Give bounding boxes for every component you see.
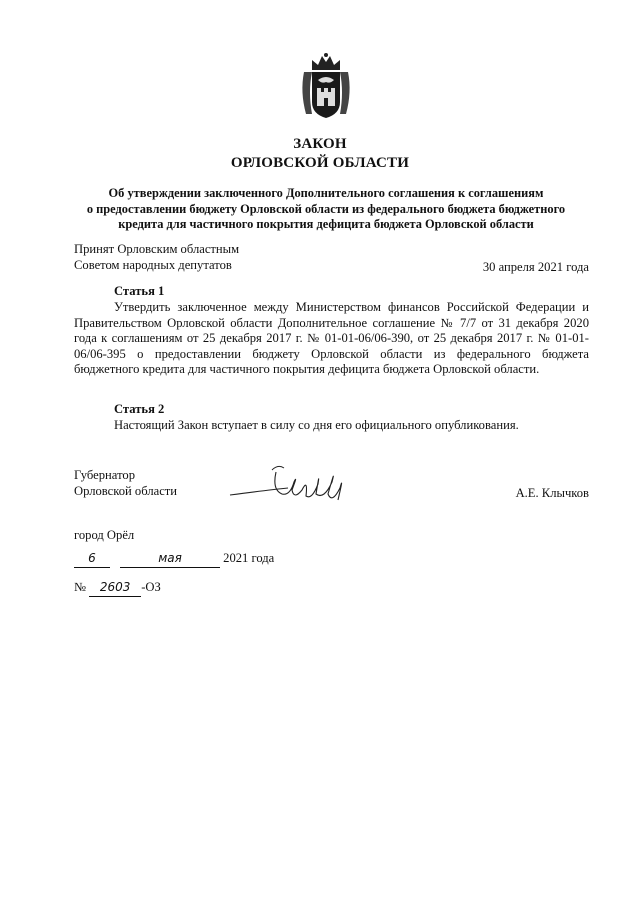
place: город Орёл bbox=[74, 528, 135, 542]
date-year: 2021 года bbox=[223, 551, 275, 565]
article-1-text: Утвердить заключенное между Министерством финансов Российской Федерации и Правительством Орловской области Дополнительное соглашение № 7/7 от 31 декабря 2020 года к соглашениям от 25 декабря 2017 г. № 01-01-06/06-390, от 25 декабря 2017 г. № 01-01-06/06-395 о предоставлении бюджету Орловской области из федерального бюджета бюджетного кредита для частичного покрытия дефицита бюджета Орловской области. bbox=[74, 300, 589, 376]
law-number bbox=[74, 580, 161, 597]
article-2-heading: Статья 2 bbox=[114, 402, 165, 416]
handwritten-signature bbox=[228, 460, 353, 510]
number-suffix: -ОЗ bbox=[141, 580, 161, 594]
subject-line-3: кредита для частичного покрытия дефицита бюджета Орловской области bbox=[118, 217, 534, 231]
signing-date bbox=[74, 551, 274, 568]
subject-line-2: о предоставлении бюджету Орловской области из федерального бюджета бюджетного bbox=[86, 201, 566, 216]
subject-line-1: Об утверждении заключенного Дополнительного соглашения к соглашениям bbox=[108, 186, 544, 200]
date-day: 6 bbox=[88, 551, 96, 565]
coat-of-arms-icon bbox=[298, 52, 354, 120]
signature-icon bbox=[228, 460, 353, 510]
adoption-line-2: Советом народных депутатов bbox=[74, 258, 232, 272]
number-field bbox=[89, 580, 141, 597]
adoption-line-1: Принят Орловским областным bbox=[74, 242, 240, 256]
coat-of-arms bbox=[298, 52, 354, 120]
article-1-heading: Статья 1 bbox=[114, 284, 165, 298]
date-month: мая bbox=[158, 551, 182, 565]
signer-title-2: Орловской области bbox=[74, 484, 178, 498]
signer-name: А.Е. Клычков bbox=[515, 486, 589, 500]
number-prefix: № bbox=[74, 580, 87, 594]
adoption-date: 30 апреля 2021 года bbox=[482, 260, 589, 274]
law-title: ЗАКОН bbox=[293, 136, 347, 152]
article-2-text: Настоящий Закон вступает в силу со дня его официального опубликования. bbox=[114, 418, 519, 432]
law-subject bbox=[60, 186, 592, 233]
region-title: ОРЛОВСКОЙ ОБЛАСТИ bbox=[230, 155, 410, 171]
date-month-field bbox=[120, 551, 220, 568]
date-day-field bbox=[74, 551, 110, 568]
number-value: 2603 bbox=[99, 580, 131, 594]
signer-title-1: Губернатор bbox=[74, 468, 135, 482]
